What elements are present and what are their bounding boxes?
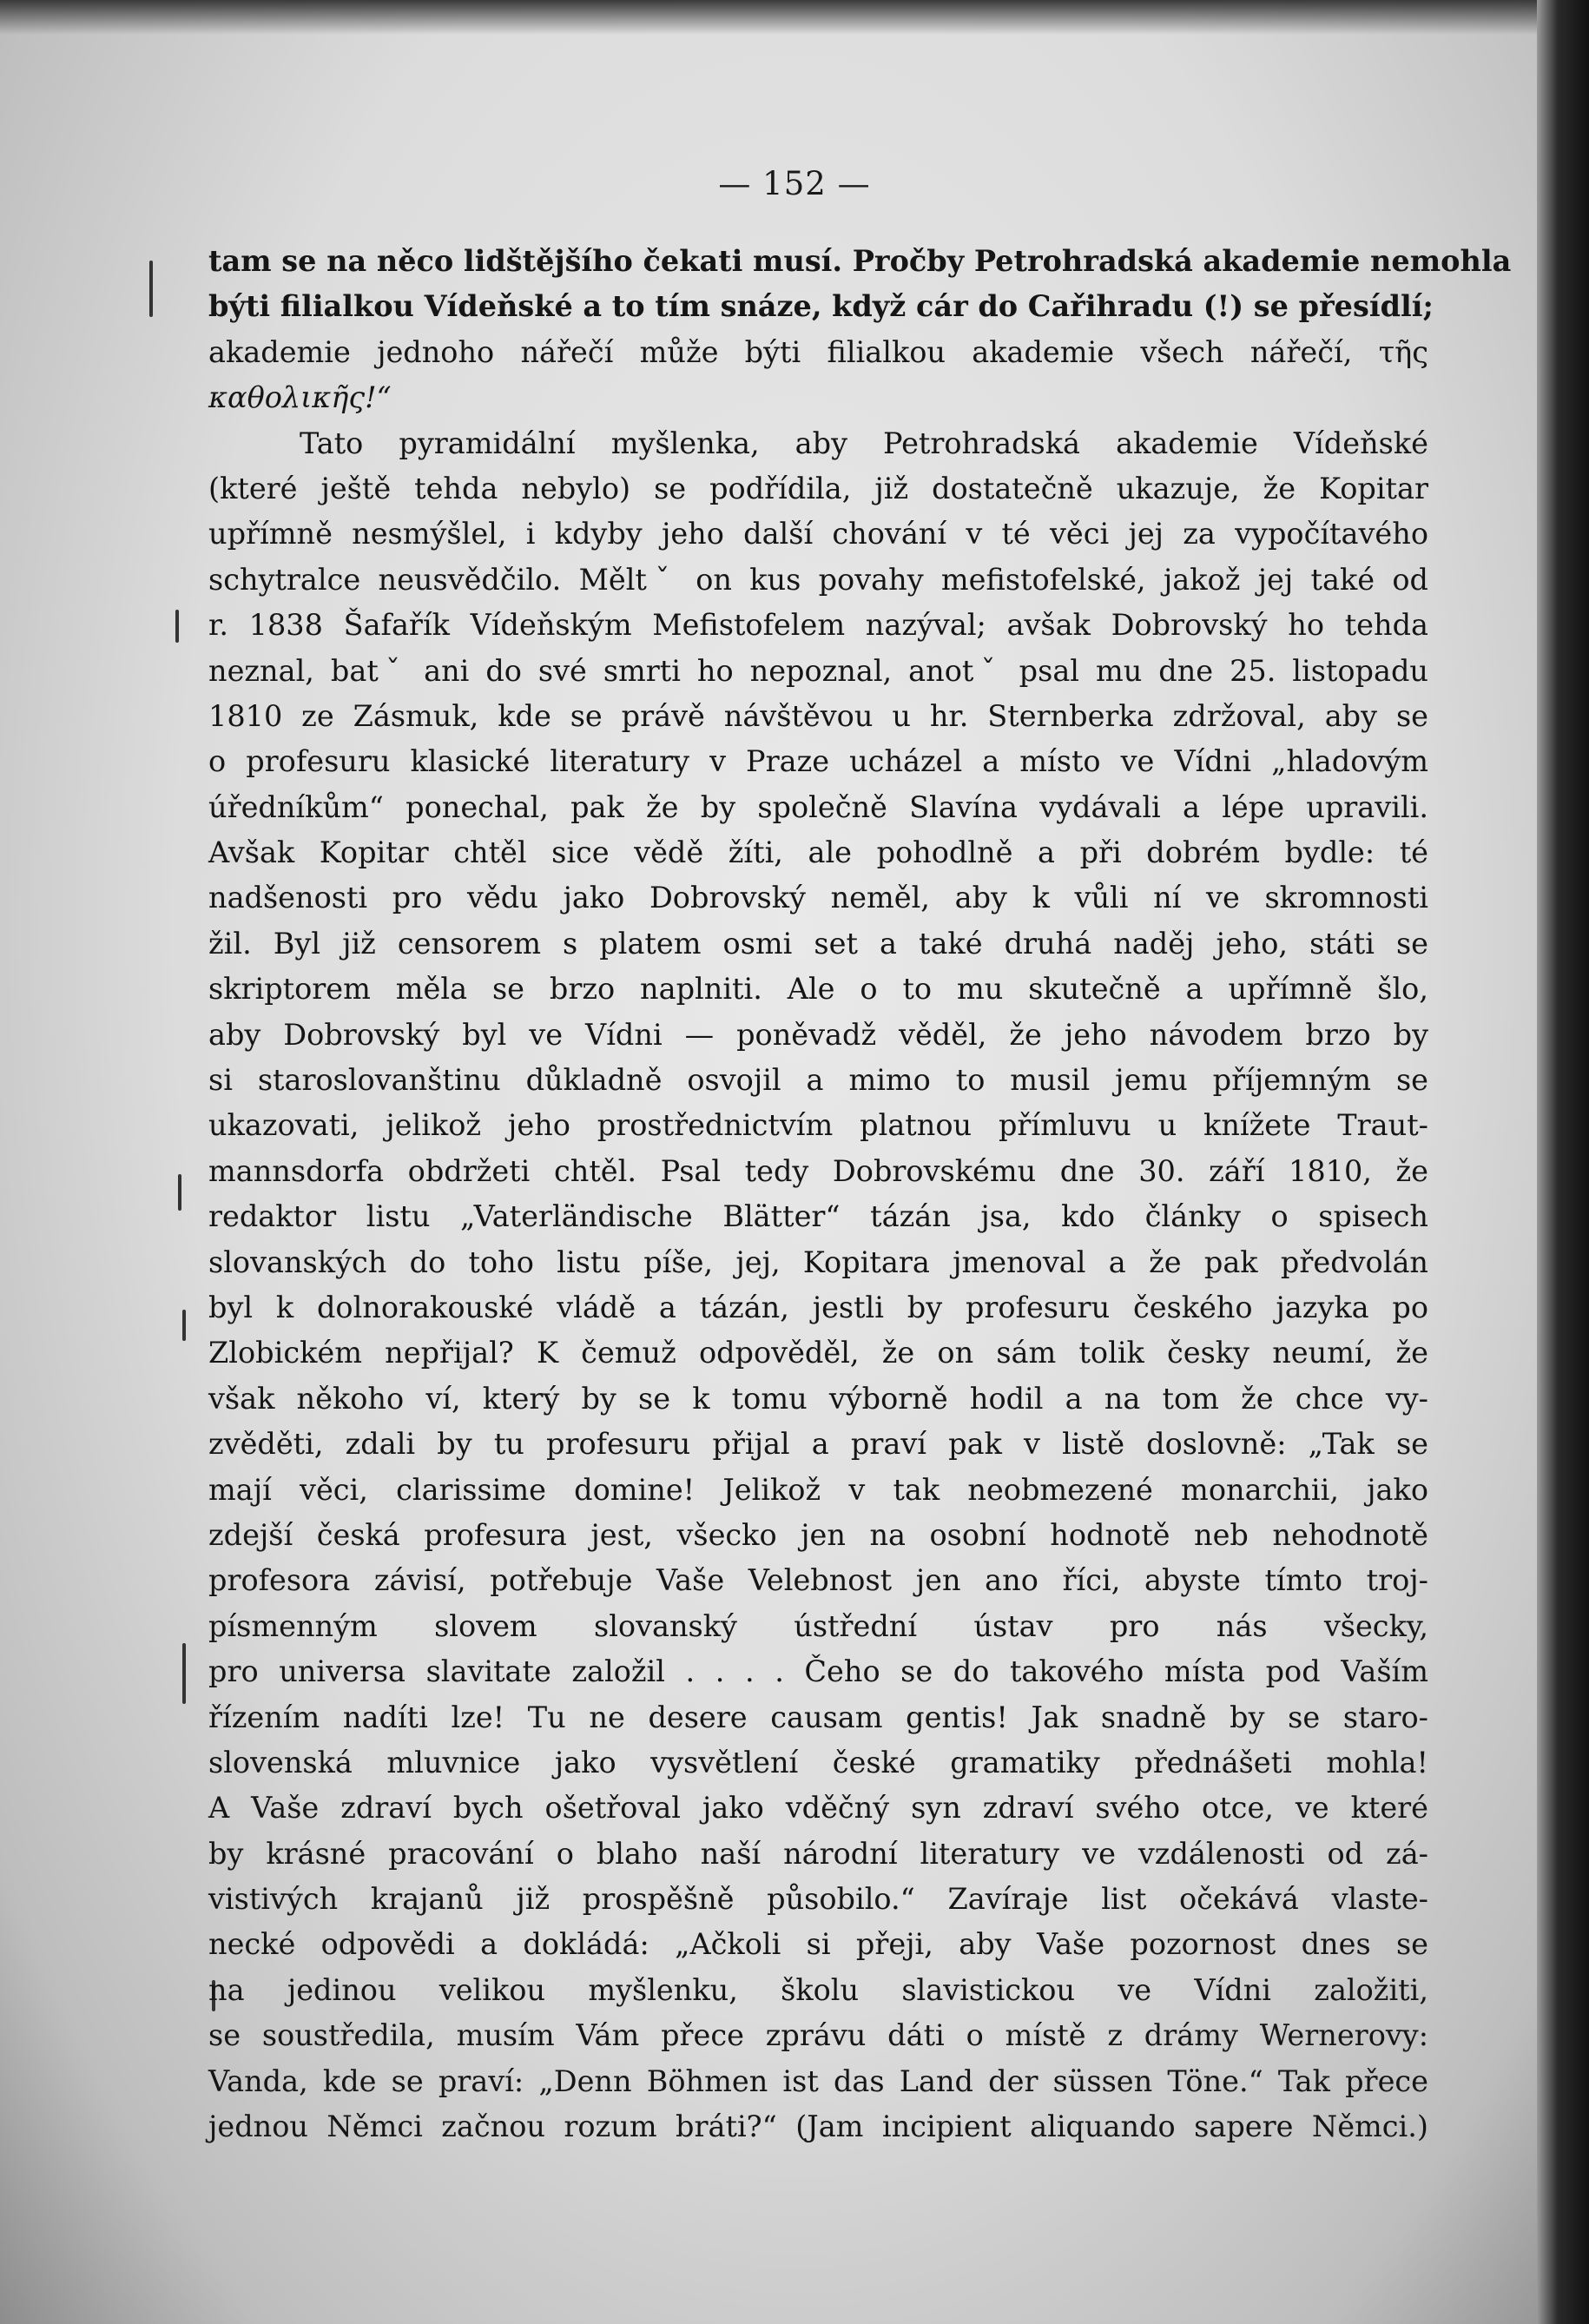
text-line: profesora závisí, potřebuje Vaše Velebnost jen ano říci, abyste tímto troj- [208, 1563, 1428, 1598]
text-line: tam se na něco lidštějšího čekati musí. Pročby Petrohradská akademie nemohla [208, 244, 1512, 278]
text-line: ukazovati, jelikož jeho prostřednictvím platnou přímluvu u knížete Traut- [208, 1108, 1428, 1143]
scan-shadow-top [0, 0, 1589, 35]
text-line: neznal, batˇ ani do své smrti ho nepoznal, anotˇ psal mu dne 25. listopadu [208, 653, 1428, 688]
text-line: však někoho ví, který by se k tomu výborně hodil a na tom že chce vy- [208, 1381, 1428, 1416]
text-line: mannsdorfa obdržeti chtěl. Psal tedy Dobrovskému dne 30. září 1810, že [208, 1153, 1428, 1188]
margin-mark [175, 610, 179, 643]
text-line: nadšenosti pro vědu jako Dobrovský neměl, aby k vůli ní ve skromnosti [208, 881, 1428, 915]
text-line: A Vaše zdraví bych ošetřoval jako vděčný syn zdraví svého otce, ve které [208, 1791, 1428, 1826]
text-line: Avšak Kopitar chtěl sice vědě žíti, ale pohodlně a při dobrém bydle: té [208, 835, 1428, 870]
page-number: — 152 — [718, 165, 871, 202]
text-line: Tato pyramidální myšlenka, aby Petrohradská akademie Vídeňské [300, 426, 1428, 460]
body-text [208, 239, 1512, 2149]
text-line: (které ještě tehda nebylo) se podřídila, již dostatečně ukazuje, že Kopitar [208, 471, 1428, 505]
margin-mark [149, 261, 153, 317]
text-line: by krásné pracování o blaho naší národní literatury ve vzdálenosti od zá- [208, 1836, 1428, 1871]
margin-mark [182, 1643, 186, 1704]
text-line: zvěděti, zdali by tu profesuru přijal a praví pak v listě doslovně: „Tak se [208, 1427, 1428, 1462]
text-line: slovanských do toho listu píše, jej, Kopitara jmenoval a že pak předvolán [208, 1245, 1428, 1279]
text-line: aby Dobrovský byl ve Vídni — poněvadž věděl, že jeho návodem brzo by [208, 1017, 1428, 1052]
text-line: skriptorem měla se brzo naplniti. Ale o to mu skutečně a upřímně šlo, [208, 972, 1428, 1007]
text-line: Zlobickém nepřijal? K čemuž odpověděl, že on sám tolik česky neumí, že [208, 1336, 1428, 1370]
text-line: slovenská mluvnice jako vysvětlení české gramatiky přednášeti mohla! [208, 1745, 1428, 1779]
text-line: καθολικῆς!“ [208, 380, 392, 415]
text-line: žil. Byl již censorem s platem osmi set a také druhá naděj jeho, státi se [208, 926, 1428, 961]
margin-mark [178, 1174, 181, 1211]
text-line: mají věci, clarissime domine! Jelikož v tak neobmezené monarchii, jako [208, 1472, 1428, 1507]
text-line: se soustředila, musím Vám přece zprávu dáti o místě z drámy Wernerovy: [208, 2018, 1428, 2053]
text-line: písmenným slovem slovanský ústřední ústav pro nás všecky, [208, 1608, 1428, 1643]
text-line: byl k dolnorakouské vládě a tázán, jestli by profesuru českého jazyka po [208, 1290, 1428, 1324]
text-line: 1810 ze Zásmuk, kde se právě návštěvou u hr. Sternberka zdržoval, aby se [208, 698, 1428, 733]
text-line: redaktor listu „Vaterländische Blätter“ tázán jsa, kdo články o spisech [208, 1199, 1428, 1234]
text-line: upřímně nesmýšlel, i kdyby jeho další chování v té věci jej za vypočítavého [208, 517, 1428, 551]
text-line: úředníkům“ ponechal, pak že by společně Slavína vydávali a lépe upravili. [208, 789, 1428, 824]
text-line: Vanda, kde se praví: „Denn Böhmen ist das Land der süssen Töne.“ Tak přece [208, 2063, 1428, 2098]
text-line: býti filialkou Vídeňské a to tím snáze, když cár do Cařihradu (!) se přesídlí; [208, 289, 1434, 324]
text-line: vistivých krajanů již prospěšně působilo.“ Zavíraje list očekává vlaste- [208, 1882, 1428, 1917]
text-line: řízením nadíti lze! Tu ne desere causam gentis! Jak snadně by se staro- [208, 1700, 1428, 1734]
text-line: zdejší česká profesura jest, všecko jen na osobní hodnotě neb nehodnotě [208, 1517, 1428, 1552]
text-line: si staroslovanštinu důkladně osvojil a mimo to musil jemu příjemným se [208, 1063, 1428, 1098]
text-line: akademie jednoho nářečí může býti filialkou akademie všech nářečí, τῆς [208, 334, 1428, 369]
text-line: jednou Němci začnou rozum bráti?“ (Jam incipient aliquando sapere Němci.) [208, 2109, 1428, 2144]
scan-shadow-right [1537, 0, 1589, 2324]
margin-mark [182, 1310, 186, 1341]
text-line: r. 1838 Šafařík Vídeňským Mefistofelem nazýval; avšak Dobrovský ho tehda [208, 608, 1428, 643]
text-line: necké odpovědi a dokládá: „Ačkoli si přeji, aby Vaše pozornost dnes se [208, 1927, 1428, 1962]
text-line: na jedinou velikou myšlenku, školu slavistickou ve Vídni založiti, [208, 1972, 1428, 2007]
text-line: pro universa slavitate založil . . . . Čeho se do takového místa pod Vaším [208, 1654, 1428, 1689]
text-line: schytralce neusvědčilo. Měltˇ on kus povahy mefistofelské, jakož jej také od [208, 562, 1428, 597]
text-line: o profesuru klasické literatury v Praze ucházel a místo ve Vídni „hladovým [208, 744, 1428, 779]
